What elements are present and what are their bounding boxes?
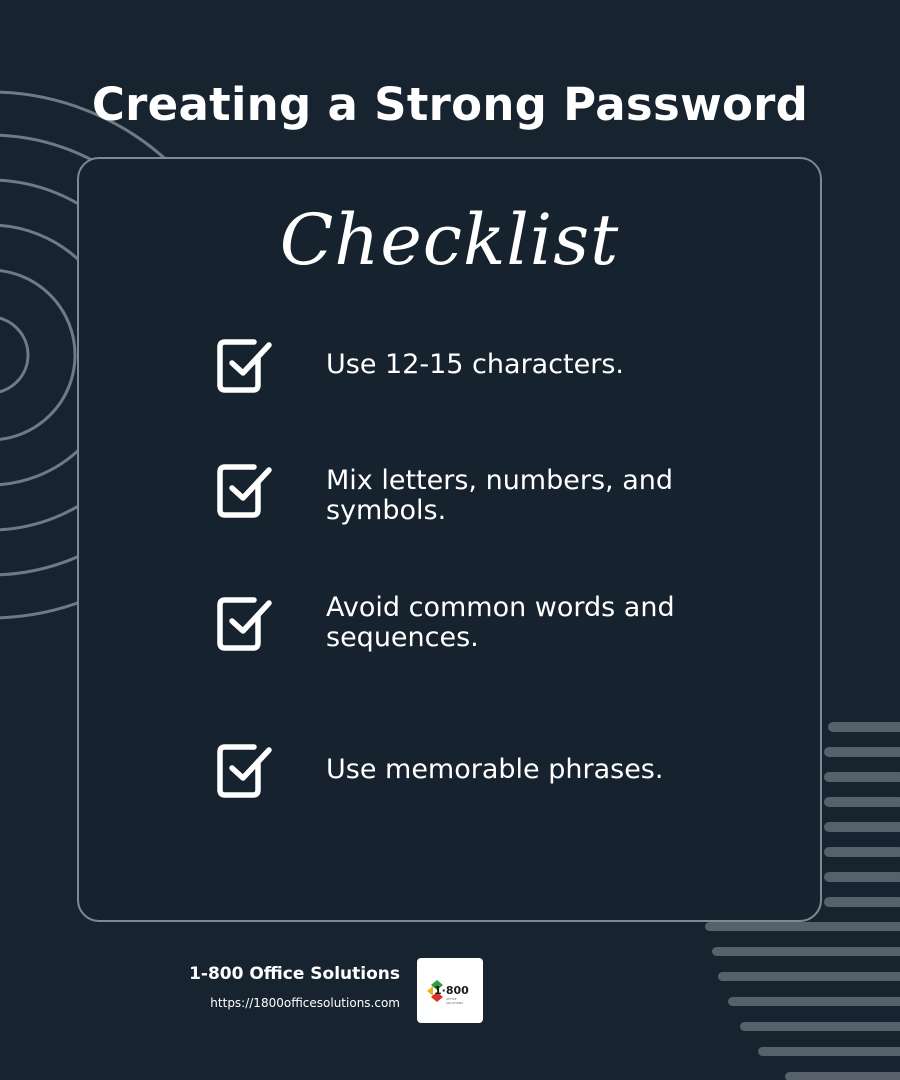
checklist-item — [214, 335, 774, 405]
checkbox-checked-icon — [214, 460, 276, 522]
checklist-heading: Checklist — [279, 199, 620, 281]
svg-text:SOLUTIONS: SOLUTIONS — [446, 1001, 464, 1005]
company-logo — [417, 958, 483, 1023]
checklist-item — [214, 460, 774, 530]
checklist-item-text: Use 12-15 characters. — [326, 349, 625, 380]
svg-text:OFFICE: OFFICE — [446, 997, 457, 1001]
checklist-card — [77, 157, 822, 922]
checklist-item-text: Avoid common words and sequences. — [326, 592, 675, 653]
checklist-item-text: Use memorable phrases. — [326, 754, 664, 785]
checklist-item-text: Mix letters, numbers, and symbols. — [326, 465, 673, 526]
page-title: Creating a Strong Password — [91, 78, 809, 131]
svg-text:1·800: 1·800 — [434, 984, 469, 997]
checklist-item — [214, 740, 774, 810]
checkbox-checked-icon — [214, 740, 276, 802]
checkbox-checked-icon — [214, 593, 276, 655]
company-name: 1-800 Office Solutions — [189, 964, 400, 984]
logo-mark-icon — [417, 958, 483, 1023]
checkbox-checked-icon — [214, 335, 276, 397]
company-url[interactable]: https://1800officesolutions.com — [210, 996, 400, 1010]
checklist-item — [214, 593, 774, 663]
